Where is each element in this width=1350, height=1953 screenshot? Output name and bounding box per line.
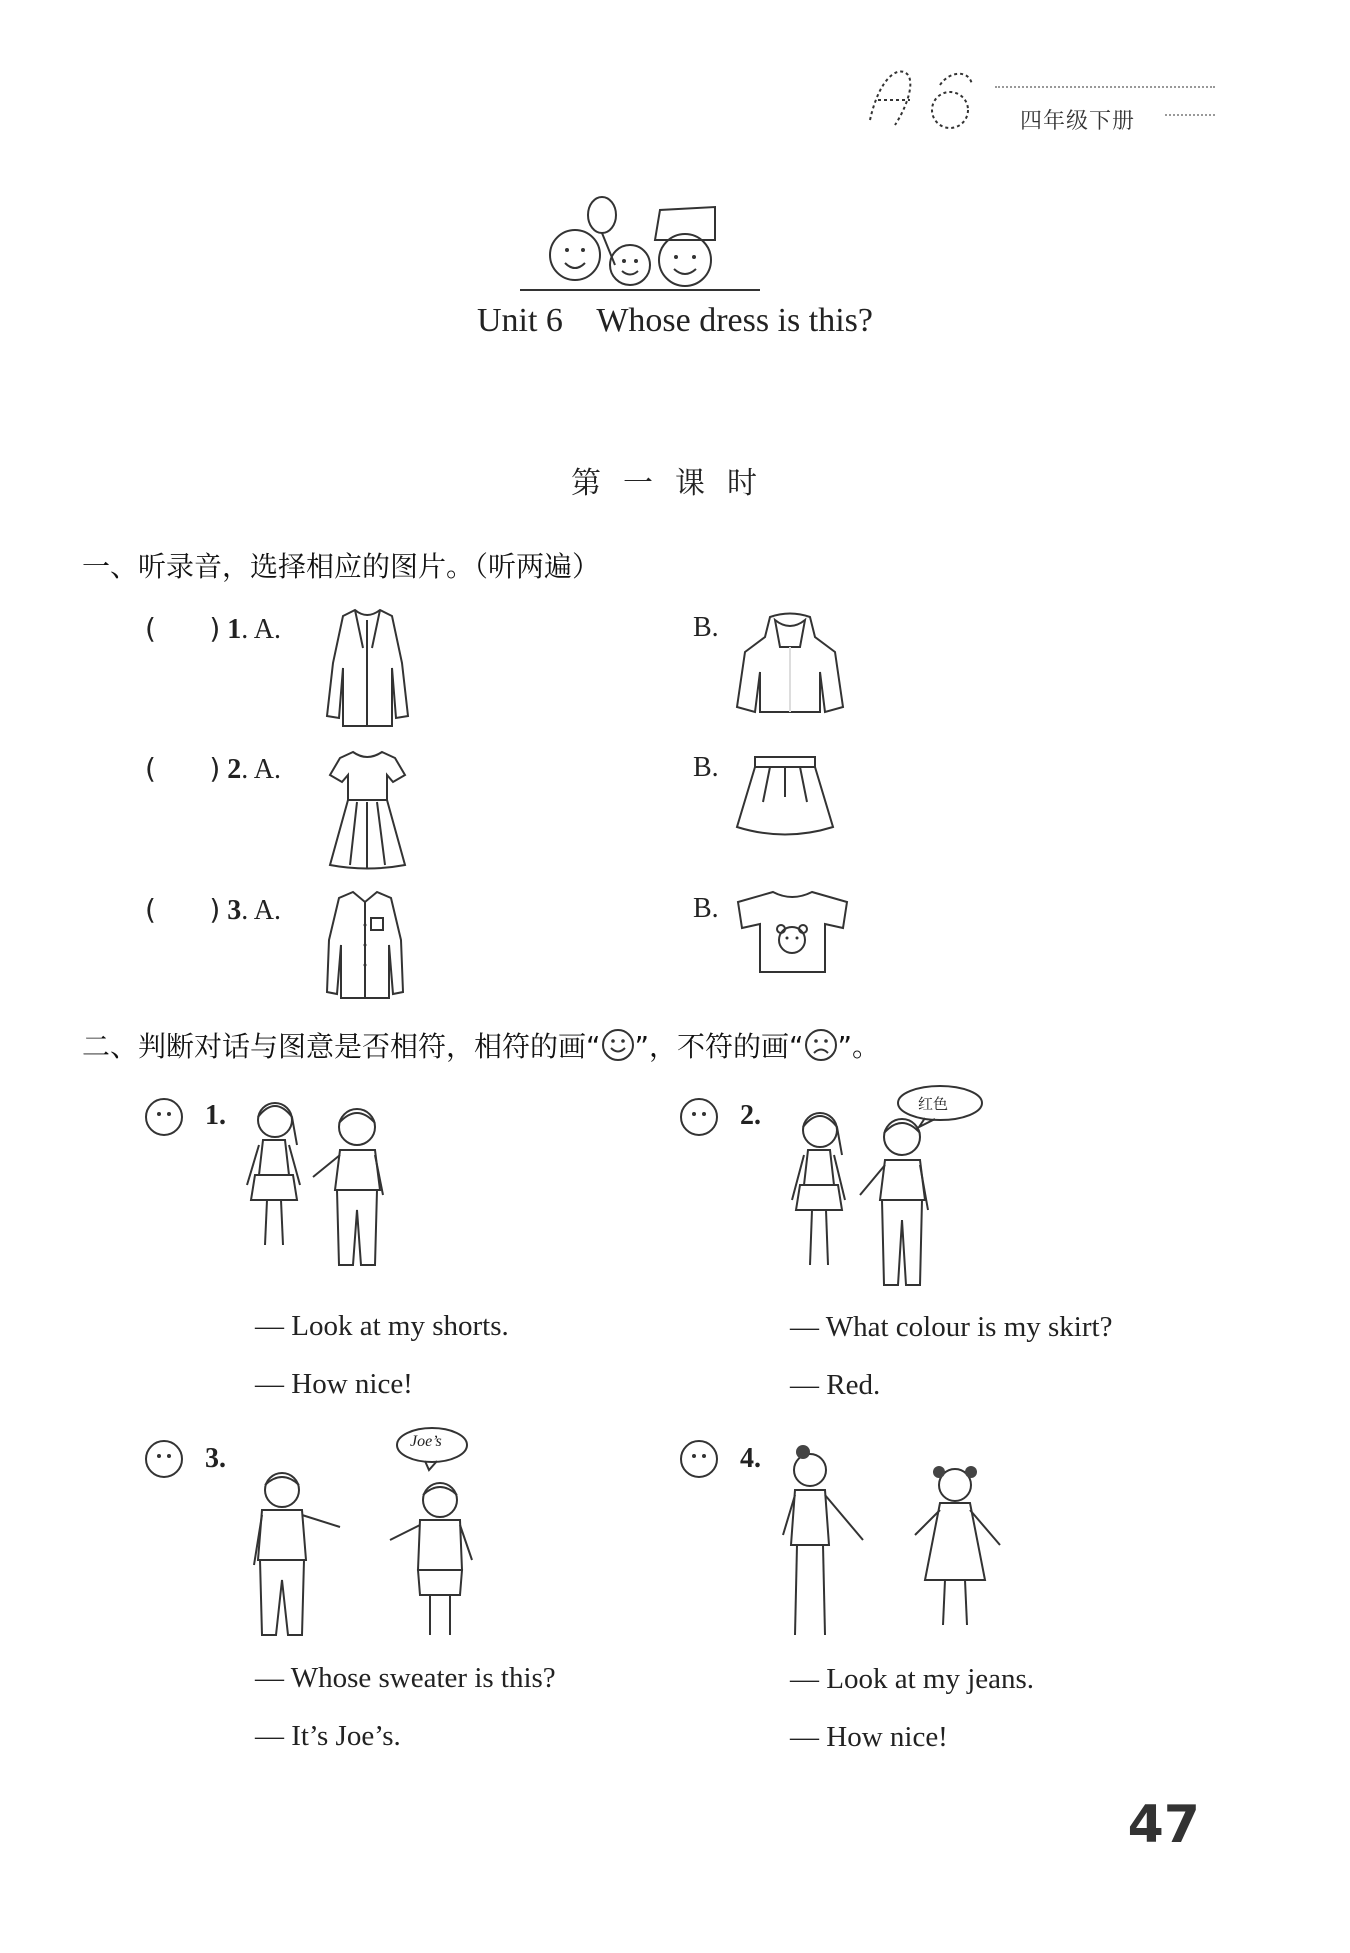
dialogue-line: — What colour is my skirt? [790, 1311, 1113, 1343]
t-shirt-icon[interactable] [735, 890, 850, 975]
dialogue-line: — Red. [790, 1369, 881, 1401]
dialogue-line: — How nice! [255, 1368, 413, 1400]
item-number: 4. [740, 1443, 761, 1474]
page-number: 47 [1127, 1795, 1200, 1855]
question-row: ( ) 1. A. [145, 612, 281, 645]
two-boys-illustration [240, 1465, 475, 1650]
lesson-title: 第一课时 [571, 466, 779, 501]
question-number: 3 [227, 895, 242, 926]
option-b-label: B. [693, 893, 719, 924]
section1-heading: 一、听录音，选择相应的图片。（听两遍） [82, 550, 601, 583]
answer-face-circle[interactable] [680, 1098, 718, 1136]
header-logo-icon [860, 55, 990, 135]
option-a-label: A. [253, 754, 281, 785]
header-decoration-line [1165, 114, 1215, 116]
answer-face-circle[interactable] [145, 1098, 183, 1136]
long-coat-icon[interactable] [325, 608, 410, 728]
dress-icon[interactable] [325, 750, 410, 870]
question-row: ( ) 2. A. [145, 752, 281, 785]
question-number: 1 [227, 614, 242, 645]
speech-bubble-text: Joe’s [410, 1433, 442, 1450]
section2-heading-pre: 二、判断对话与图意是否相符，相符的画“ [82, 1030, 601, 1063]
option-a-label: A. [253, 614, 281, 645]
grade-tag: 四年级下册 [1020, 109, 1136, 134]
section2-heading [82, 1025, 880, 1065]
woman-and-girl-illustration [775, 1440, 1015, 1650]
answer-paren[interactable]: ( ) [145, 752, 221, 785]
children-heading-illustration [520, 195, 760, 305]
jacket-icon[interactable] [735, 612, 845, 722]
answer-paren[interactable]: ( ) [145, 893, 221, 926]
item-number: 3. [205, 1443, 226, 1474]
dialogue-line: — Look at my jeans. [790, 1663, 1035, 1695]
sad-face-icon [804, 1028, 838, 1062]
section2-heading-post: ”。 [837, 1030, 881, 1063]
girl-and-boy-illustration [780, 1105, 960, 1305]
item-number: 2. [740, 1100, 761, 1131]
unit-title: Unit 6 Whose dress is this? [476, 302, 873, 339]
skirt-icon[interactable] [735, 752, 835, 842]
speech-bubble-text: 红色 [918, 1095, 949, 1113]
dialogue-line: — How nice! [790, 1721, 948, 1753]
answer-paren[interactable]: ( ) [145, 612, 221, 645]
answer-face-circle[interactable] [680, 1440, 718, 1478]
question-number: 2 [227, 754, 242, 785]
dialogue-line: — Whose sweater is this? [255, 1662, 556, 1694]
dialogue-line: — Look at my shorts. [255, 1310, 509, 1342]
option-b-label: B. [693, 752, 719, 783]
option-b-label: B. [693, 612, 719, 643]
smiley-face-icon [601, 1028, 635, 1062]
question-row: ( ) 3. A. [145, 893, 281, 926]
dialogue-line: — It’s Joe’s. [255, 1720, 401, 1752]
shirt-icon[interactable] [325, 890, 405, 1002]
answer-face-circle[interactable] [145, 1440, 183, 1478]
girl-and-boy-illustration [235, 1095, 415, 1295]
section2-heading-mid: ”，不符的画“ [634, 1030, 804, 1063]
item-number: 1. [205, 1100, 226, 1131]
header-decoration-line [995, 86, 1215, 88]
option-a-label: A. [253, 895, 281, 926]
